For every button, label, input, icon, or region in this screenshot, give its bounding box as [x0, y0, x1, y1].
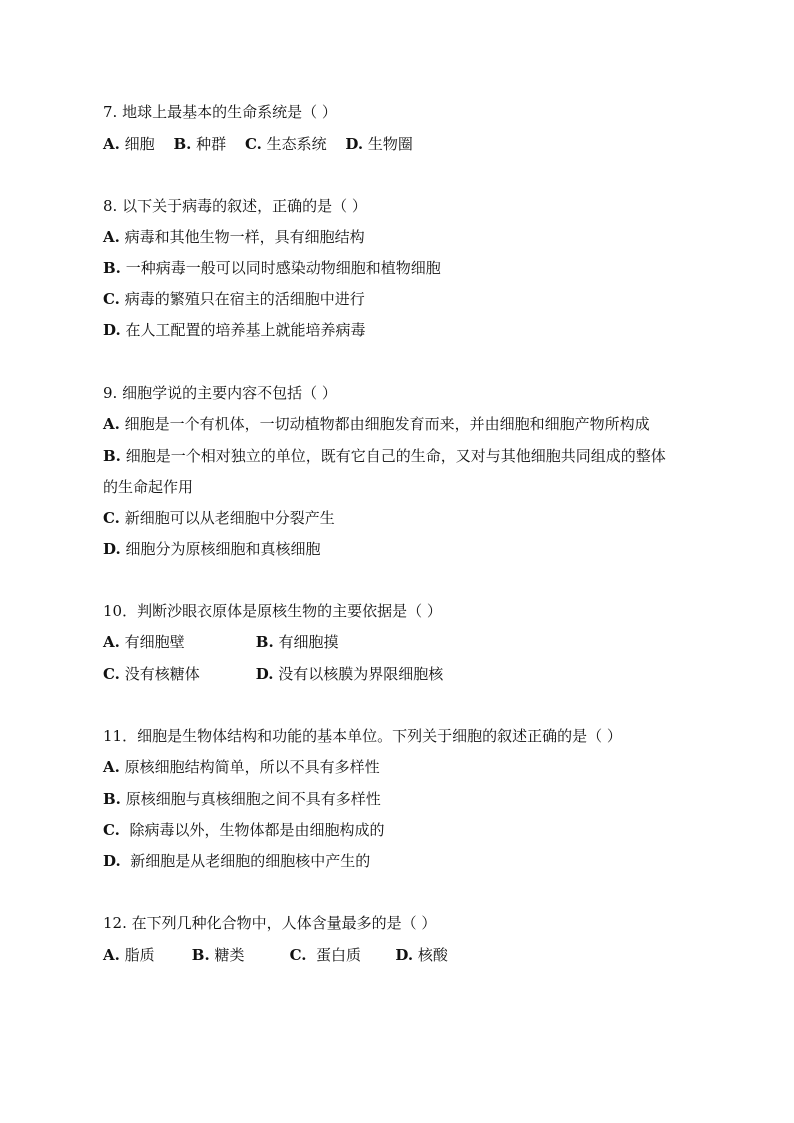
question-9-option-b-continuation: 的生命起作用 [103, 478, 194, 496]
option-a: A. 脂质 [103, 946, 155, 964]
option-c: C. 蛋白质 [289, 946, 362, 964]
question-12-options [103, 945, 448, 965]
question-8-option-a: A. 病毒和其他生物一样，具有细胞结构 [103, 228, 365, 246]
option-b: B. 种群 [173, 135, 227, 153]
question-11-option-a: A. 原核细胞结构简单，所以不具有多样性 [103, 758, 380, 776]
question-8-option-d: D. 在人工配置的培养基上就能培养病毒 [103, 321, 366, 339]
option-a: A. 细胞 [103, 135, 155, 153]
question-9-option-c: C. 新细胞可以从老细胞中分裂产生 [103, 509, 335, 527]
question-11-stem: 11．细胞是生物体结构和功能的基本单位。下列关于细胞的叙述正确的是（ ） [103, 727, 622, 745]
option-d: D. 没有以核膜为界限细胞核 [255, 665, 444, 683]
question-11-option-b: B. 原核细胞与真核细胞之间不具有多样性 [103, 790, 381, 808]
question-9-stem: 9. 细胞学说的主要内容不包括（ ） [103, 384, 337, 402]
question-12-stem: 12. 在下列几种化合物中，人体含量最多的是（ ） [103, 914, 437, 932]
question-10-options-row-1 [103, 632, 338, 652]
option-d: D. 核酸 [395, 946, 448, 964]
option-b: B. 糖类 [191, 946, 245, 964]
option-b: B. 有细胞摸 [255, 633, 339, 651]
option-c: C. 生态系统 [244, 135, 327, 153]
question-10-options-row-2 [103, 664, 443, 684]
question-8-stem: 8. 以下关于病毒的叙述，正确的是（ ） [103, 197, 367, 215]
question-7-options [103, 134, 413, 154]
option-d: D. 生物圈 [345, 135, 413, 153]
question-10-stem: 10．判断沙眼衣原体是原核生物的主要依据是（ ） [103, 602, 442, 620]
question-11-option-c: C. 除病毒以外，生物体都是由细胞构成的 [103, 821, 385, 839]
option-c: C. 没有核糖体 [103, 665, 200, 683]
question-9-option-d: D. 细胞分为原核细胞和真核细胞 [103, 540, 321, 558]
question-7-stem: 7. 地球上最基本的生命系统是（ ） [103, 103, 337, 121]
option-a: A. 有细胞壁 [103, 633, 185, 651]
question-9-option-b: B. 细胞是一个相对独立的单位，既有它自己的生命，又对与其他细胞共同组成的整体 [103, 447, 666, 465]
question-8-option-c: C. 病毒的繁殖只在宿主的活细胞中进行 [103, 290, 365, 308]
question-11-option-d: D. 新细胞是从老细胞的细胞核中产生的 [103, 852, 371, 870]
question-8-option-b: B. 一种病毒一般可以同时感染动物细胞和植物细胞 [103, 259, 441, 277]
question-9-option-a: A. 细胞是一个有机体，一切动植物都由细胞发育而来，并由细胞和细胞产物所构成 [103, 415, 650, 433]
